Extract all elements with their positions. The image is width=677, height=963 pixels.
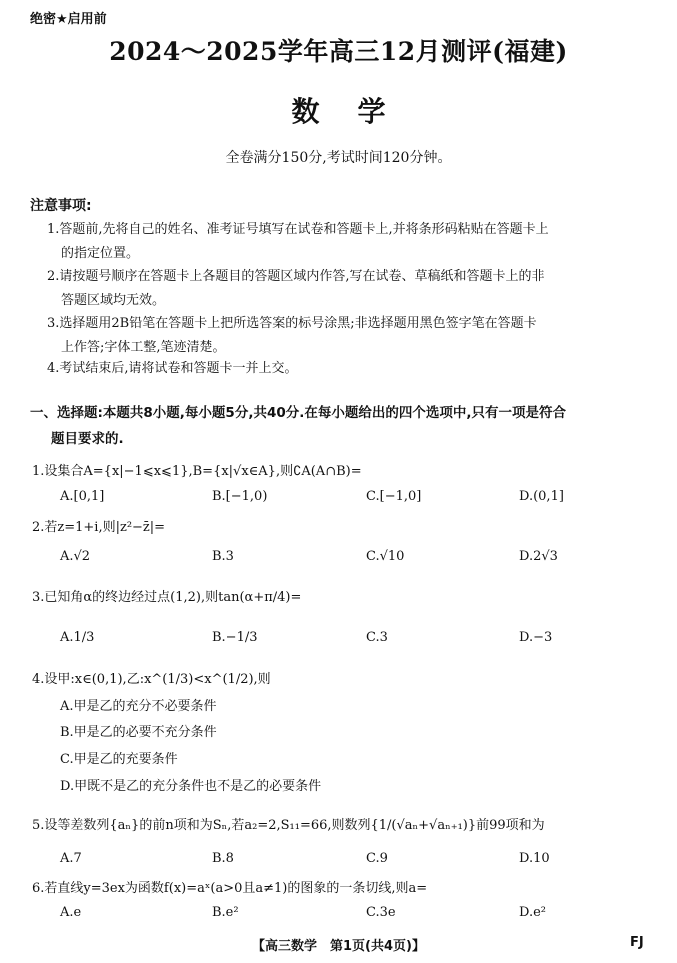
option: C.√10 xyxy=(366,549,405,564)
notice-item xyxy=(47,265,657,313)
notice-item-continuation: 的指定位置。 xyxy=(61,246,140,261)
score-time-note: 全卷满分150分,考试时间120分钟。 xyxy=(225,150,452,166)
notice-item xyxy=(47,357,657,381)
confidential-label: 绝密★启用前 xyxy=(30,12,107,27)
notice-item-continuation: 答题区域均无效。 xyxy=(61,293,166,308)
subject-title: 数学 xyxy=(291,95,424,128)
notice-item-text: 4.考试结束后,请将试卷和答题卡一并上交。 xyxy=(47,361,298,376)
question-stem: 1.设集合A={x|−1⩽x⩽1},B={x|√x∈A},则∁A(A∩B)= xyxy=(32,464,362,479)
option: B.甲是乙的必要不充分条件 xyxy=(60,725,217,740)
options-row xyxy=(60,905,660,925)
option: D.(0,1] xyxy=(519,489,564,504)
options-row xyxy=(60,489,660,509)
option: D.10 xyxy=(519,851,550,866)
question-stem: 2.若z=1+i,则|z²−z̄|= xyxy=(32,520,166,535)
option: B.[−1,0) xyxy=(212,489,268,504)
section-heading xyxy=(30,400,655,452)
options-row xyxy=(60,851,660,871)
section-heading-continuation: 题目要求的. xyxy=(51,431,124,447)
exam-title: 2024～2025学年高三12月测评(福建) xyxy=(109,37,568,66)
section-heading-text: 一、选择题:本题共8小题,每小题5分,共40分.在每小题给出的四个选项中,只有一项是符合 xyxy=(30,405,566,421)
region-code: FJ xyxy=(630,935,644,950)
notice-item-text: 2.请按题号顺序在答题卡上各题目的答题区域内作答,写在试卷、草稿纸和答题卡上的非 xyxy=(47,269,545,284)
page-footer: 【高三数学 第1页(共4页)】 xyxy=(252,939,425,954)
notice-item-text: 1.答题前,先将自己的姓名、准考证号填写在试卷和答题卡上,并将条形码粘贴在答题卡上 xyxy=(47,222,549,237)
question-stem: 6.若直线y=3ex为函数f(x)=aˣ(a>0且a≠1)的图象的一条切线,则a= xyxy=(32,881,428,896)
option: D.甲既不是乙的充分条件也不是乙的必要条件 xyxy=(60,779,322,794)
option: C.9 xyxy=(366,851,388,866)
option: D.2√3 xyxy=(519,549,558,564)
option: C.[−1,0] xyxy=(366,489,422,504)
option: A.7 xyxy=(60,851,82,866)
notice-item xyxy=(47,218,657,266)
option: D.−3 xyxy=(519,630,553,645)
option: D.e² xyxy=(519,905,546,920)
option: A.[0,1] xyxy=(60,489,105,504)
option: A.甲是乙的充分不必要条件 xyxy=(60,699,217,714)
option: A.√2 xyxy=(60,549,91,564)
notice-item-text: 3.选择题用2B铅笔在答题卡上把所选答案的标号涂黑;非选择题用黑色签字笔在答题卡 xyxy=(47,316,537,331)
option: C.甲是乙的充要条件 xyxy=(60,752,178,767)
notice-item-continuation: 上作答;字体工整,笔迹清楚。 xyxy=(61,340,226,355)
option: A.1/3 xyxy=(60,630,95,645)
question-stem: 5.设等差数列{aₙ}的前n项和为Sₙ,若a₂=2,S₁₁=66,则数列{1/(√aₙ+√aₙ₊₁)}前99项和为 xyxy=(32,818,545,833)
question-stem: 3.已知角α的终边经过点(1,2),则tan(α+π/4)= xyxy=(32,590,302,605)
option: B.−1/3 xyxy=(212,630,258,645)
options-row xyxy=(60,549,660,569)
notice-heading: 注意事项: xyxy=(30,198,92,214)
option: B.e² xyxy=(212,905,239,920)
option: C.3e xyxy=(366,905,396,920)
option: B.8 xyxy=(212,851,234,866)
options-row xyxy=(60,630,660,650)
option: B.3 xyxy=(212,549,234,564)
option: A.e xyxy=(60,905,82,920)
question-stem: 4.设甲:x∈(0,1),乙:x^(1/3)<x^(1/2),则 xyxy=(32,672,271,687)
notice-item xyxy=(47,312,657,360)
option: C.3 xyxy=(366,630,388,645)
